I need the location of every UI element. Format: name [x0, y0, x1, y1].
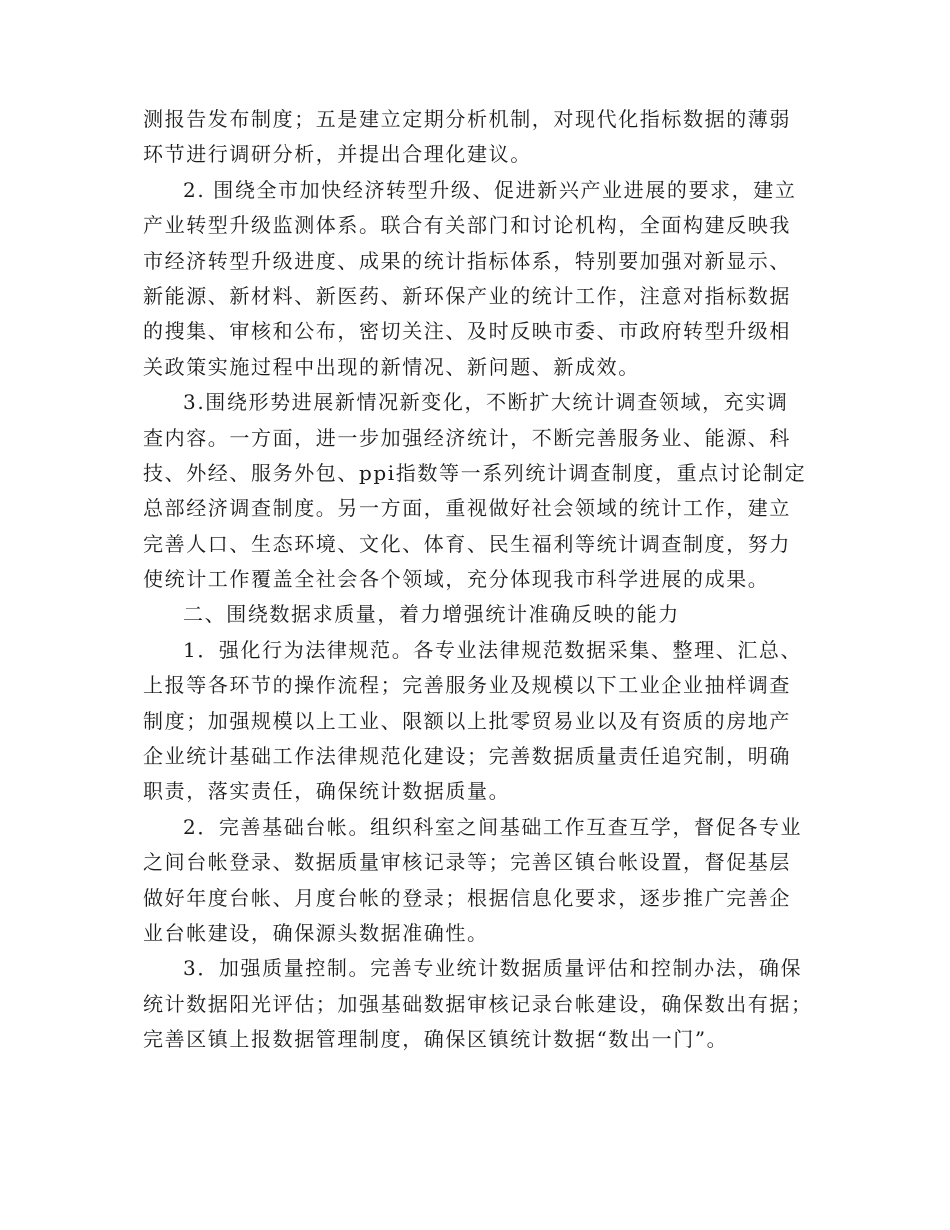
paragraph-item-2-ledger	[143, 810, 813, 952]
text-line: 3．加强质量控制。完善专业统计数据质量评估和控制办法，确保	[183, 956, 803, 981]
text-line: 3.围绕形势进展新情况新变化，不断扩大统计调查领域，充实调	[183, 390, 789, 415]
paragraph-continued	[143, 102, 813, 173]
paragraph-item-3-quality	[143, 951, 813, 1057]
text-line: 做好年度台帐、月度台帐的登录；根据信息化要求，逐步推广完善企	[143, 885, 791, 910]
paragraph-item-1-regulation	[143, 633, 813, 810]
text-line: 查内容。一方面，进一步加强经济统计，不断完善服务业、能源、科	[143, 425, 791, 450]
text-line: 测报告发布制度；五是建立定期分析机制，对现代化指标数据的薄弱	[143, 107, 791, 131]
paragraph-item-3-survey	[143, 385, 813, 597]
document-body	[143, 102, 813, 1058]
text-line: 1．强化行为法律规范。各专业法律规范数据采集、整理、汇总、	[183, 637, 803, 662]
text-line: 之间台帐登录、数据质量审核记录等；完善区镇台帐设置，督促基层	[143, 850, 791, 875]
text-line: 统计数据阳光评估；加强基础数据审核记录台帐建设，确保数出有据；	[143, 991, 813, 1016]
section-heading-2	[143, 597, 813, 632]
text-line: 制度；加强规模以上工业、限额以上批零贸易业以及有资质的房地产	[143, 708, 791, 733]
text-line: 完善人口、生态环境、文化、体育、民生福利等统计调查制度，努力	[143, 531, 791, 556]
text-line: 关政策实施过程中出现的新情况、新问题、新成效。	[143, 354, 640, 379]
text-line: 完善区镇上报数据管理制度，确保区镇统计数据“数出一门”。	[143, 1027, 729, 1052]
text-line: 企业统计基础工作法律规范化建设；完善数据质量责任追究制，明确	[143, 744, 791, 769]
text-line: 的搜集、审核和公布，密切关注、及时反映市委、市政府转型升级相	[143, 319, 791, 344]
text-line: 业台帐建设，确保源头数据准确性。	[143, 920, 489, 945]
text-line: 产业转型升级监测体系。联合有关部门和讨论机构，全面构建反映我	[143, 213, 791, 238]
text-line: 技、外经、服务外包、ppi指数等一系列统计调查制度，重点讨论制定	[143, 460, 807, 485]
text-line: 2．完善基础台帐。组织科室之间基础工作互查互学，督促各专业	[183, 814, 803, 839]
text-line: 环节进行调研分析，并提出合理化建议。	[143, 142, 532, 167]
text-line: 市经济转型升级进度、成果的统计指标体系，特别要加强对新显示、	[143, 248, 791, 273]
text-line: 职责，落实责任，确保统计数据质量。	[143, 779, 511, 804]
text-line: 总部经济调查制度。另一方面，重视做好社会领域的统计工作，建立	[143, 496, 791, 521]
text-line: 新能源、新材料、新医药、新环保产业的统计工作，注意对指标数据	[143, 283, 791, 308]
text-line: 使统计工作覆盖全社会各个领域，充分体现我市科学进展的成果。	[143, 567, 770, 592]
text-line: 二、围绕数据求质量，着力增强统计准确反映的能力	[183, 602, 680, 627]
paragraph-item-2-monitoring	[143, 173, 813, 385]
text-line: 上报等各环节的操作流程；完善服务业及规模以下工业企业抽样调查	[143, 673, 791, 698]
text-line: 2. 围绕全市加快经济转型升级、促进新兴产业进展的要求，建立	[183, 177, 797, 202]
